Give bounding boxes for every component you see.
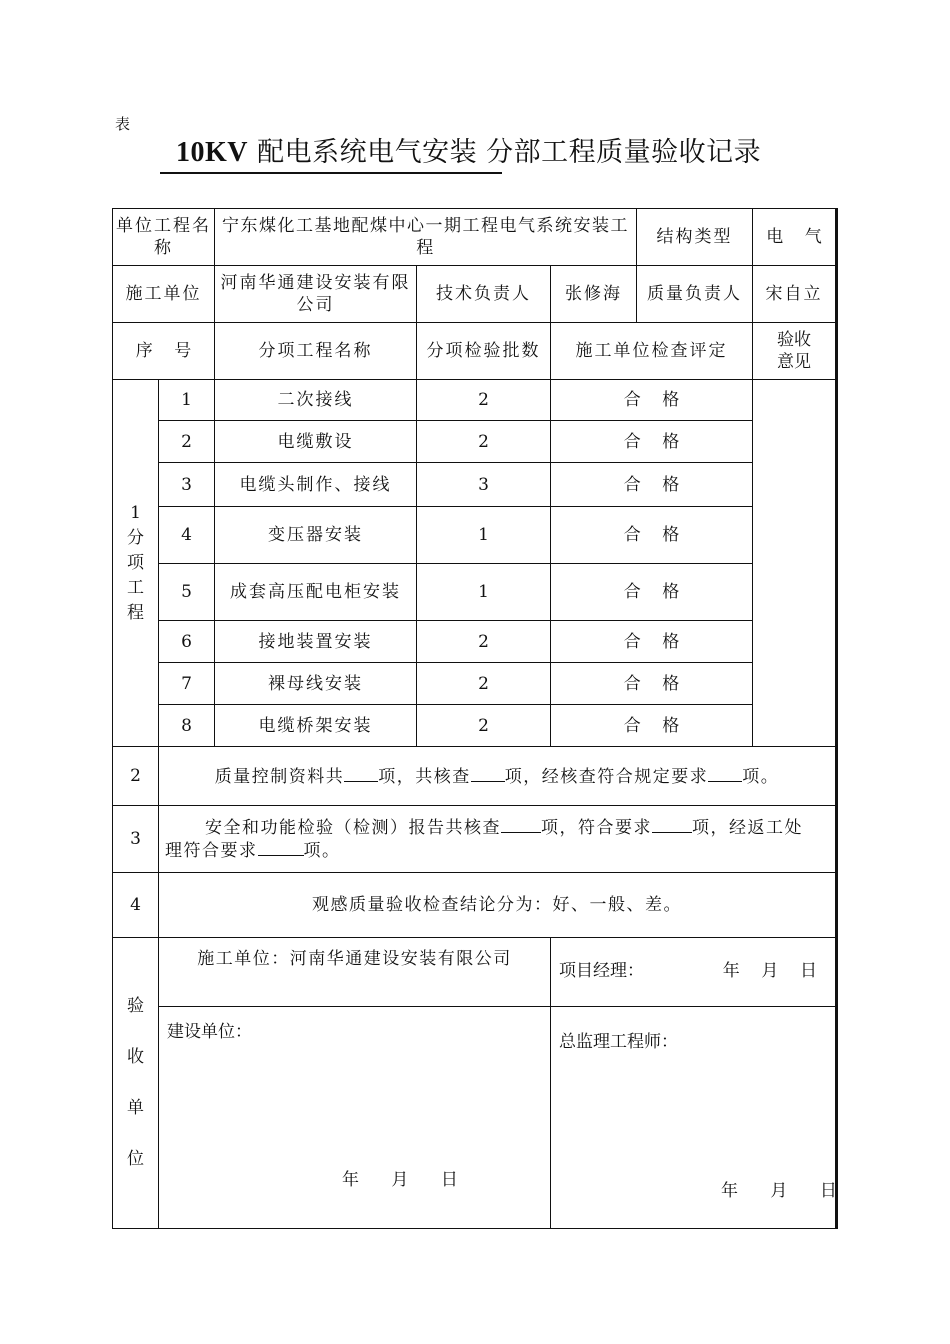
col-header-acceptance: 验收意见 — [753, 323, 837, 380]
item-name: 电缆敷设 — [215, 421, 417, 463]
project-manager-cell — [551, 938, 837, 1007]
quality-lead-label: 质量负责人 — [637, 266, 753, 323]
table-row — [113, 463, 837, 507]
table-row — [113, 663, 837, 705]
item-name: 电缆桥架安装 — [215, 705, 417, 747]
section2-text-3: 项，经核查符合规定要求 — [504, 766, 709, 787]
section3-blank-3 — [258, 839, 304, 856]
item-no: 1 — [159, 380, 215, 421]
row-acceptance-sign — [113, 1007, 837, 1229]
table-row — [113, 705, 837, 747]
item-result: 合 格 — [551, 421, 753, 463]
section2-text-2: 项，共核查 — [378, 766, 471, 787]
title-underline — [160, 172, 502, 174]
item-no: 2 — [159, 421, 215, 463]
chief-supervisor-label: 总监理工程师： — [559, 1032, 678, 1052]
section3-text-1: 安全和功能检验（检测）报告共核查 — [205, 818, 501, 838]
quality-lead-value: 宋自立 — [753, 266, 837, 323]
contractor-label: 施工单位 — [113, 266, 215, 323]
section1-label: 1分项工程 — [113, 380, 159, 747]
item-result: 合 格 — [551, 463, 753, 507]
acceptance-label: 验收单位 — [113, 938, 159, 1229]
owner-label: 建设单位： — [167, 1022, 252, 1042]
tech-lead-label: 技术负责人 — [417, 266, 551, 323]
item-result: 合 格 — [551, 507, 753, 564]
item-count: 1 — [417, 564, 551, 621]
inspection-record-table — [112, 208, 838, 1229]
section4-text: 观感质量验收检查结论分为：好、一般、差。 — [159, 873, 837, 938]
item-no: 8 — [159, 705, 215, 747]
item-result: 合 格 — [551, 380, 753, 421]
section2-blank-1 — [344, 765, 378, 782]
row-section3 — [113, 806, 837, 873]
section3-text-5: 项。 — [303, 841, 341, 861]
table-row — [113, 507, 837, 564]
section3-blank-1 — [501, 816, 541, 833]
section2-no: 2 — [113, 747, 159, 806]
section3-text-2: 项，符合要求 — [541, 818, 652, 838]
item-no: 6 — [159, 621, 215, 663]
item-no: 3 — [159, 463, 215, 507]
form-prefix: 表 — [115, 115, 131, 133]
item-name: 接地装置安装 — [215, 621, 417, 663]
item-no: 5 — [159, 564, 215, 621]
acceptance-contractor-cell — [159, 938, 551, 1007]
title-bold: 10KV — [176, 137, 248, 168]
item-result: 合 格 — [551, 705, 753, 747]
structure-type-value: 电 气 — [753, 209, 837, 266]
item-count: 2 — [417, 705, 551, 747]
owner-date: 年 月 日 — [342, 1170, 458, 1190]
section3-no: 3 — [113, 806, 159, 873]
item-result: 合 格 — [551, 621, 753, 663]
item-name: 电缆头制作、接线 — [215, 463, 417, 507]
item-count: 2 — [417, 663, 551, 705]
section2-text — [159, 747, 837, 806]
section2-blank-2 — [471, 765, 505, 782]
table-row — [113, 564, 837, 621]
item-count: 2 — [417, 621, 551, 663]
unit-project-label: 单位工程名称 — [113, 209, 215, 266]
row-unit-project — [113, 209, 837, 266]
row-column-headers — [113, 323, 837, 380]
acceptance-opinion-cell — [753, 380, 837, 747]
chief-supervisor-cell — [551, 1007, 837, 1229]
chief-supervisor-date: 年 月 日 — [721, 1181, 837, 1201]
item-count: 2 — [417, 380, 551, 421]
col-header-item-name: 分项工程名称 — [215, 323, 417, 380]
row-section4 — [113, 873, 837, 938]
structure-type-label: 结构类型 — [637, 209, 753, 266]
page-title — [176, 130, 761, 169]
section4-no: 4 — [113, 873, 159, 938]
item-name: 成套高压配电柜安装 — [215, 564, 417, 621]
col-header-batch-count: 分项检验批数 — [417, 323, 551, 380]
section2-text-4: 项。 — [742, 766, 780, 787]
col-header-seq: 序 号 — [113, 323, 215, 380]
item-no: 4 — [159, 507, 215, 564]
row-contractor — [113, 266, 837, 323]
section2-text-1: 质量控制资料共 — [214, 766, 345, 787]
table-row — [113, 621, 837, 663]
project-manager-label: 项目经理： — [559, 961, 644, 981]
item-count: 3 — [417, 463, 551, 507]
tech-lead-value: 张修海 — [551, 266, 637, 323]
contractor-value: 河南华通建设安装有限公司 — [215, 266, 417, 323]
section2-blank-3 — [708, 765, 742, 782]
item-count: 1 — [417, 507, 551, 564]
title-rest: 配电系统电气安装 分部工程质量验收记录 — [248, 137, 762, 168]
section3-text-4: 理符合要求 — [165, 841, 258, 861]
table-row — [113, 421, 837, 463]
section3-text-3: 项，经返工处 — [692, 818, 803, 838]
table-row — [113, 380, 837, 421]
item-name: 二次接线 — [215, 380, 417, 421]
item-name: 变压器安装 — [215, 507, 417, 564]
unit-project-value: 宁东煤化工基地配煤中心一期工程电气系统安装工程 — [215, 209, 637, 266]
item-name: 裸母线安装 — [215, 663, 417, 705]
col-header-evaluation: 施工单位检查评定 — [551, 323, 753, 380]
section3-blank-2 — [652, 816, 692, 833]
project-manager-date: 年 月 日 — [722, 961, 817, 981]
item-count: 2 — [417, 421, 551, 463]
item-result: 合 格 — [551, 564, 753, 621]
item-result: 合 格 — [551, 663, 753, 705]
row-section2 — [113, 747, 837, 806]
acceptance-contractor-text: 施工单位：河南华通建设安装有限公司 — [197, 949, 512, 969]
section3-text — [159, 806, 837, 873]
row-acceptance-contractor — [113, 938, 837, 1007]
owner-cell — [159, 1007, 551, 1229]
item-no: 7 — [159, 663, 215, 705]
